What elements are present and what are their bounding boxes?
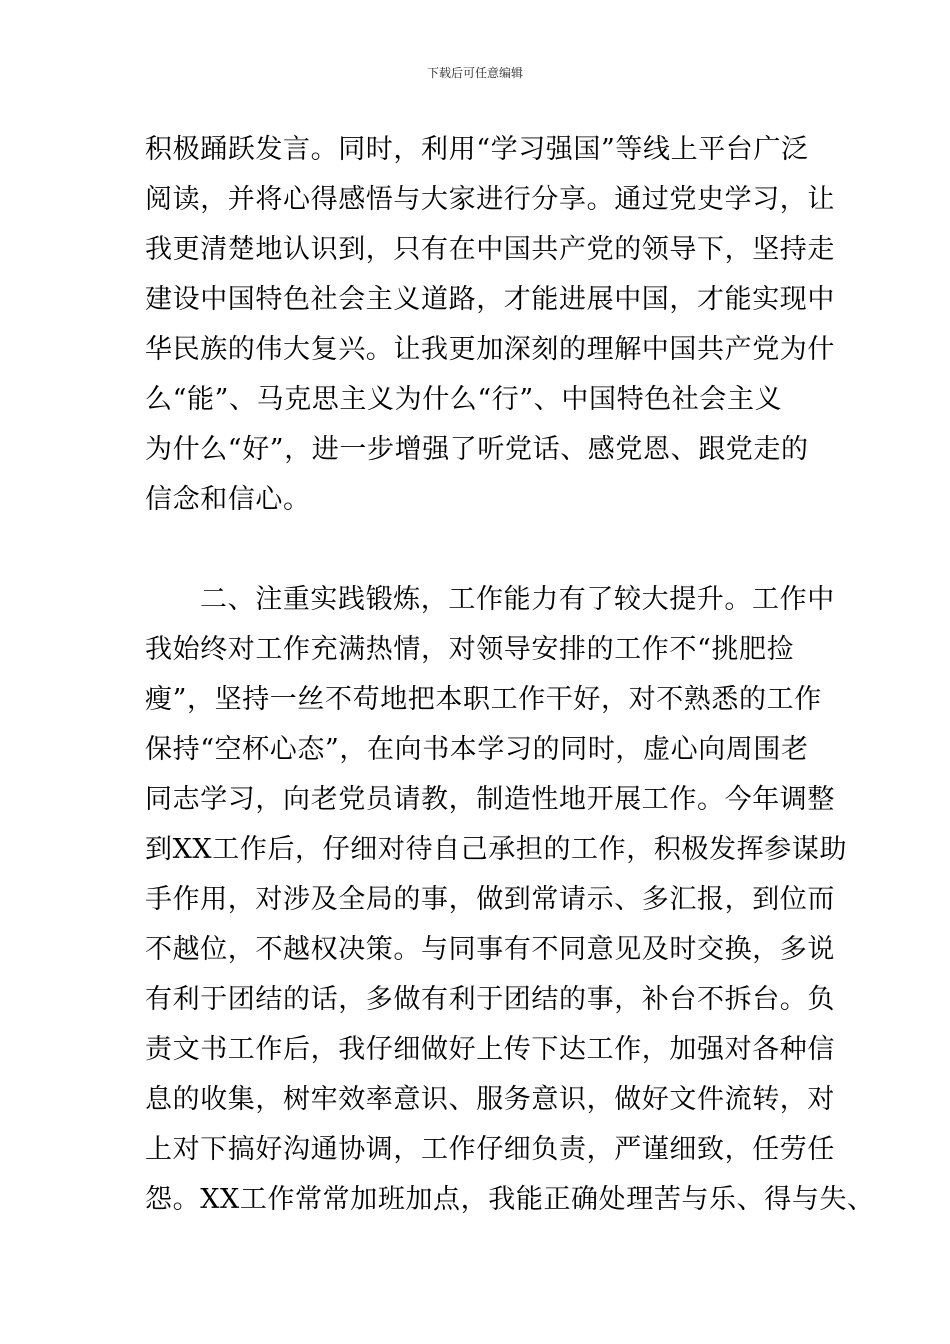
paragraph-line: 么“能”、马克思主义为什么“行”、中国特色社会主义 xyxy=(145,384,783,415)
paragraph-line: 二、注重实践锻炼，工作能力有了较大提升。工作中 xyxy=(200,584,835,615)
paragraph-line: 我更清楚地认识到，只有在中国共产党的领导下，坚持走 xyxy=(145,234,835,265)
page-header: 下载后可任意编辑 xyxy=(426,66,523,80)
paragraph-line: 华民族的伟大复兴。让我更加深刻的理解中国共产党为什 xyxy=(145,334,835,365)
paragraph-line: 阅读，并将心得感悟与大家进行分享。通过党史学习，让 xyxy=(145,184,835,215)
paragraph-line: 有利于团结的话，多做有利于团结的事，补台不拆台。负 xyxy=(145,984,835,1015)
paragraph-line: 不越位，不越权决策。与同事有不同意见及时交换，多说 xyxy=(145,934,835,965)
paragraph-line: 手作用，对涉及全局的事，做到常请示、多汇报，到位而 xyxy=(145,884,835,915)
paragraph-line: 为什么“好”，进一步增强了听党话、感党恩、跟党走的 xyxy=(145,434,809,465)
paragraph-line: 保持“空杯心态”，在向书本学习的同时，虚心向周围老 xyxy=(145,734,809,765)
paragraph-line: 信念和信心。 xyxy=(145,484,311,515)
paragraph-line: 到XX工作后，仔细对待自己承担的工作，积极发挥参谋助 xyxy=(145,834,848,865)
paragraph-line: 积极踊跃发言。同时，利用“学习强国”等线上平台广泛 xyxy=(145,134,809,165)
paragraph-line: 同志学习，向老党员请教，制造性地开展工作。今年调整 xyxy=(145,784,835,815)
paragraph-line: 责文书工作后，我仔细做好上传下达工作，加强对各种信 xyxy=(145,1034,835,1065)
paragraph-line: 息的收集，树牢效率意识、服务意识，做好文件流转，对 xyxy=(145,1084,835,1115)
paragraph-line: 我始终对工作充满热情，对领导安排的工作不“挑肥捡 xyxy=(145,634,795,665)
paragraph-line: 怨。XX工作常常加班加点，我能正确处理苦与乐、得与失、 xyxy=(145,1184,875,1215)
paragraph-line: 建设中国特色社会主义道路，才能进展中国，才能实现中 xyxy=(145,284,835,315)
paragraph-line: 瘦”，坚持一丝不苟地把本职工作干好，对不熟悉的工作 xyxy=(145,684,822,715)
paragraph-line: 上对下搞好沟通协调，工作仔细负责，严谨细致，任劳任 xyxy=(145,1134,835,1165)
